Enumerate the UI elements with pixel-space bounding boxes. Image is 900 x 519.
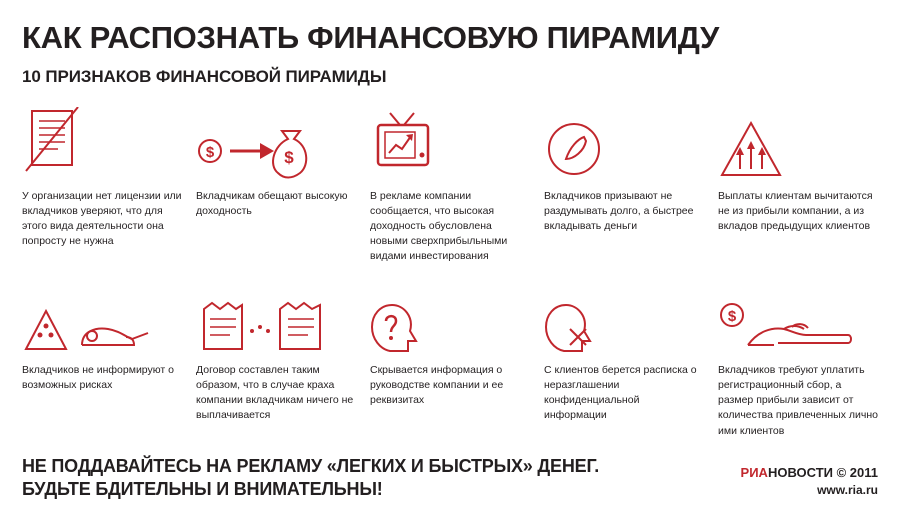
sign-item	[22, 103, 182, 265]
signs-row-2	[22, 277, 878, 439]
sign-text: Вкладчиков не информируют о возможных рисках	[22, 363, 174, 391]
footer-warning	[22, 455, 599, 501]
sign-item	[370, 103, 530, 265]
sign-item	[370, 277, 530, 439]
sign-item	[544, 277, 704, 439]
sign-item	[196, 103, 356, 265]
sign-item	[22, 277, 182, 439]
sign-text: Вкладчикам обещают высокую доходность	[196, 189, 348, 217]
page-title: КАК РАСПОЗНАТЬ ФИНАНСОВУЮ ПИРАМИДУ	[22, 20, 719, 55]
hazard-mouse-icon	[22, 277, 182, 355]
head-silence-icon	[544, 277, 704, 355]
sign-text: Вкладчиков призывают не раздумывать долго, а быстрее вкладывать деньги	[544, 189, 694, 232]
sign-item	[196, 277, 356, 439]
svg-text:$: $	[727, 307, 737, 325]
document-crossed-icon	[22, 103, 182, 181]
torn-contract-icon	[196, 277, 356, 355]
money-bag-arrow-icon	[196, 103, 356, 181]
sign-text: У организации нет лицензии или вкладчиков уверяют, что для этого вида деятельности она попросту не нужна	[22, 189, 182, 248]
svg-text:$: $	[205, 143, 215, 161]
sign-text: Вкладчиков требуют уплатить регистрационный сбор, а размер прибыли зависит от количества привлеченных лично ими клиентов	[718, 363, 878, 437]
page-subtitle: 10 ПРИЗНАКОВ ФИНАНСОВОЙ ПИРАМИДЫ	[22, 66, 387, 86]
signs-row-1	[22, 103, 878, 265]
logo-ria-text: РИА	[740, 465, 768, 480]
ria-novosti-logo	[741, 465, 878, 480]
tv-growth-chart-icon	[370, 103, 530, 181]
sign-item	[718, 103, 878, 265]
clock-rush-icon	[544, 103, 704, 181]
svg-text:$: $	[284, 147, 294, 167]
head-question-icon	[370, 277, 530, 355]
hand-coin-icon	[718, 277, 878, 355]
sign-text: Договор составлен таким образом, что в случае краха компании вкладчикам ничего не выплачивается	[196, 363, 354, 422]
footer-line-1: НЕ ПОДДАВАЙТЕСЬ НА РЕКЛАМУ «ЛЕГКИХ И БЫСТРЫХ» ДЕНЕГ.	[22, 455, 600, 476]
warning-triangle-arrows-icon	[718, 103, 878, 181]
logo-novosti-text: НОВОСТИ	[767, 465, 833, 480]
site-url: www.ria.ru	[817, 483, 878, 497]
sign-text: Скрывается информация о руководстве компании и ее реквизитах	[370, 363, 504, 407]
sign-item	[718, 277, 878, 439]
sign-item	[544, 103, 704, 265]
sign-text: В рекламе компании сообщается, что высокая доходность обусловлена новыми сверхприбыльными видами инвестирования	[370, 189, 508, 263]
footer-line-2: БУДЬТЕ БДИТЕЛЬНЫ И ВНИМАТЕЛЬНЫ!	[22, 478, 383, 499]
sign-text: С клиентов берется расписка о неразглашении конфиденциальной информации	[544, 363, 697, 422]
copyright-text: © 2011	[832, 465, 878, 480]
credit-block	[741, 465, 878, 497]
sign-text: Выплаты клиентам вычитаются не из прибыли компании, а из вкладов предыдущих клиентов	[718, 189, 873, 232]
